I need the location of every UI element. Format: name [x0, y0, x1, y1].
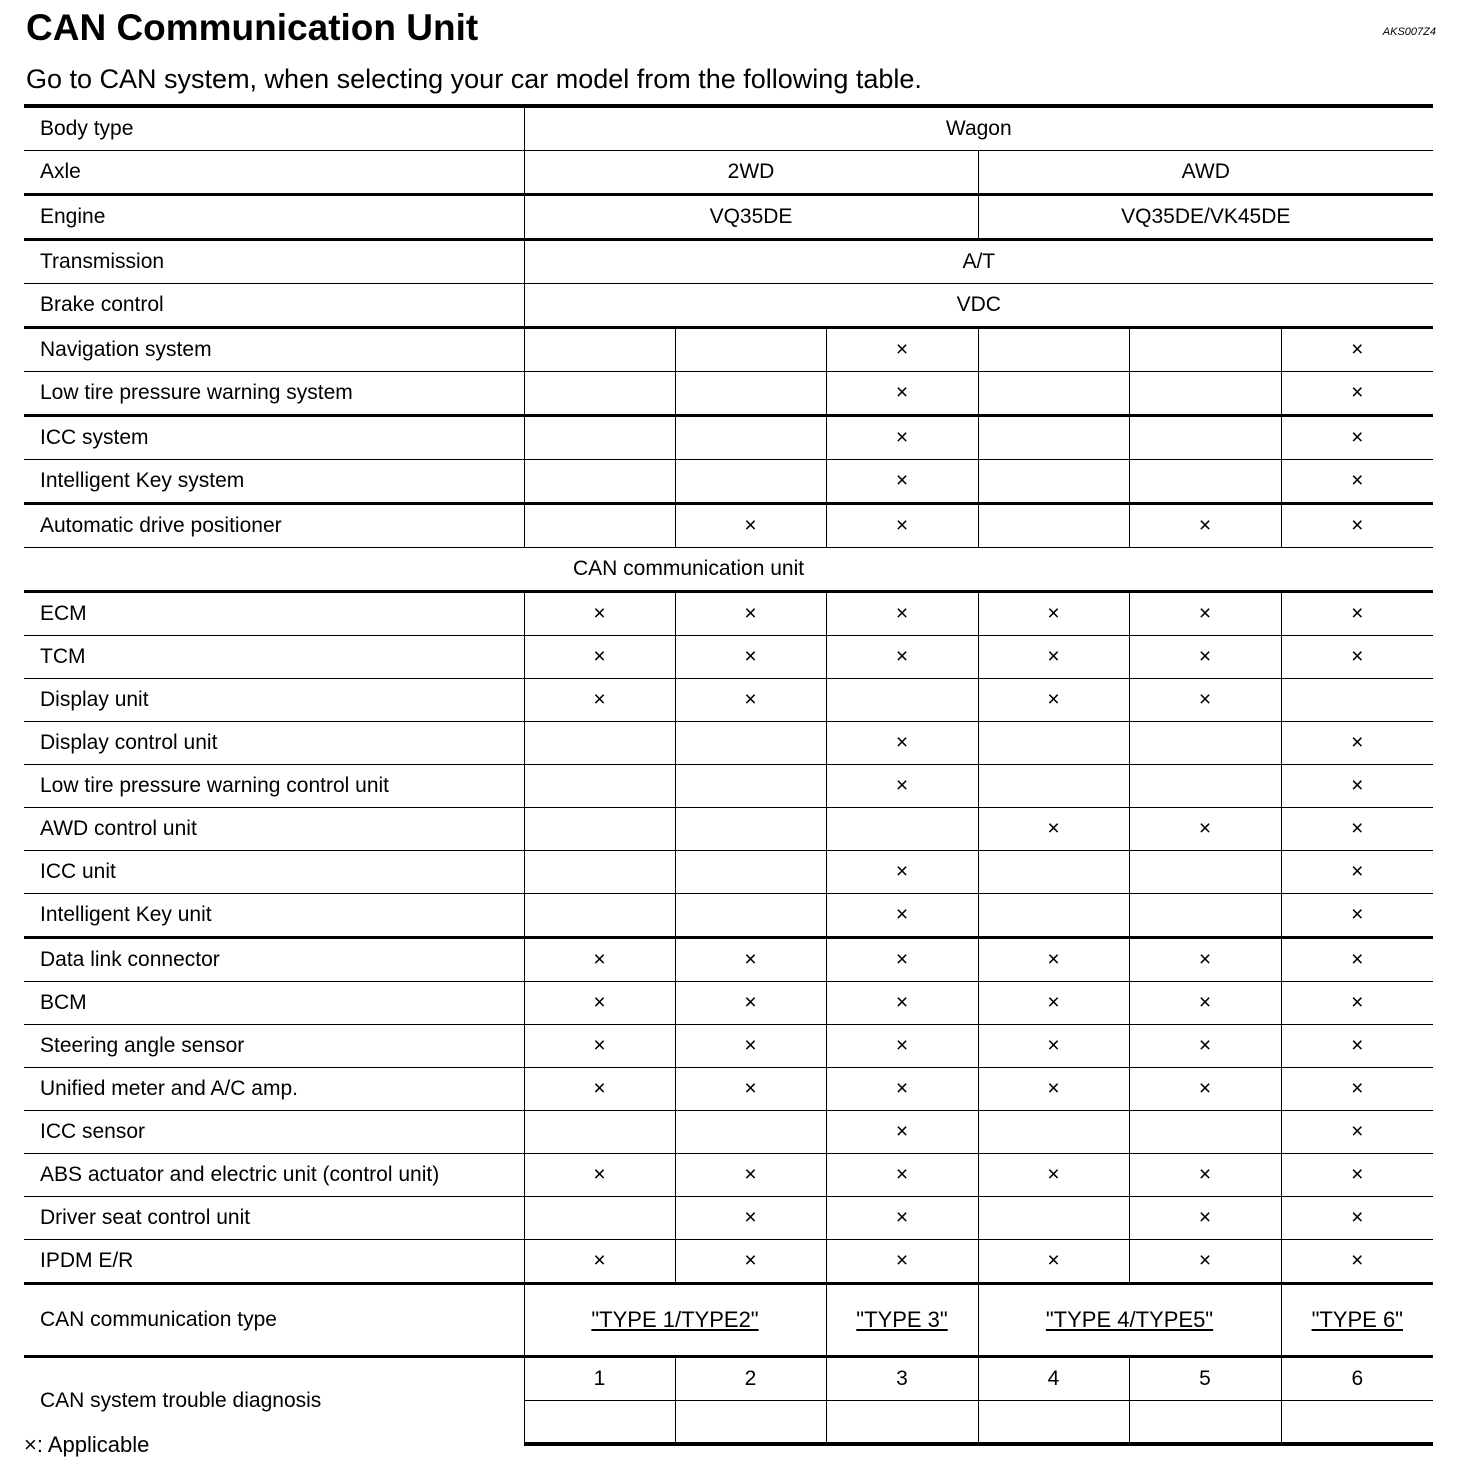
table-row: [24, 851, 1433, 894]
empty-cell: [524, 1111, 675, 1154]
table-row: [24, 765, 1433, 808]
empty-cell: [1129, 460, 1281, 504]
row-label-driver-seat-control-unit: Driver seat control unit: [24, 1197, 524, 1240]
applicable-mark: ×: [1281, 765, 1433, 808]
empty-cell: [1129, 328, 1281, 372]
applicable-mark: ×: [826, 1111, 978, 1154]
applicable-mark: ×: [1281, 894, 1433, 938]
applicable-mark: ×: [1281, 1154, 1433, 1197]
applicable-mark: ×: [524, 1240, 675, 1284]
applicable-mark: ×: [826, 328, 978, 372]
spec-value-cell: 2WD: [524, 151, 978, 195]
spec-value-cell: AWD: [978, 151, 1433, 195]
footnote-legend: ×: Applicable: [24, 1432, 150, 1457]
row-label-data-link-connector: Data link connector: [24, 938, 524, 982]
empty-cell: [1129, 894, 1281, 938]
applicable-mark: ×: [826, 460, 978, 504]
row-label-axle: Axle: [24, 151, 524, 195]
applicable-mark: ×: [978, 1025, 1129, 1068]
applicable-mark: ×: [675, 938, 826, 982]
can-unit-table-container: [24, 104, 1433, 1446]
diagnosis-number[interactable]: 3: [826, 1357, 978, 1401]
empty-cell: [978, 851, 1129, 894]
applicable-mark: ×: [978, 1068, 1129, 1111]
table-row: [24, 504, 1433, 548]
applicable-mark: ×: [1129, 1154, 1281, 1197]
empty-cell: [524, 328, 675, 372]
table-row: [24, 106, 1433, 151]
applicable-mark: ×: [1281, 1025, 1433, 1068]
can-type-link[interactable]: "TYPE 4/TYPE5": [978, 1284, 1281, 1357]
row-label-display-control-unit: Display control unit: [24, 722, 524, 765]
applicable-mark: ×: [978, 679, 1129, 722]
applicable-mark: ×: [524, 592, 675, 636]
row-label-icc-unit: ICC unit: [24, 851, 524, 894]
empty-cell: [1129, 851, 1281, 894]
applicable-mark: ×: [1281, 592, 1433, 636]
applicable-mark: ×: [826, 851, 978, 894]
table-row: [24, 1154, 1433, 1197]
applicable-mark: ×: [978, 982, 1129, 1025]
applicable-mark: ×: [1281, 808, 1433, 851]
applicable-mark: ×: [978, 636, 1129, 679]
table-row: [24, 372, 1433, 416]
row-label-display-unit: Display unit: [24, 679, 524, 722]
row-label-automatic-drive-positioner: Automatic drive positioner: [24, 504, 524, 548]
table-row: [24, 151, 1433, 195]
applicable-mark: ×: [1281, 982, 1433, 1025]
applicable-mark: ×: [826, 1154, 978, 1197]
diagnosis-number[interactable]: 6: [1281, 1357, 1433, 1401]
empty-cell: [978, 460, 1129, 504]
applicable-mark: ×: [1281, 1197, 1433, 1240]
empty-cell: [675, 416, 826, 460]
empty-cell: [675, 460, 826, 504]
applicable-mark: ×: [1281, 851, 1433, 894]
empty-cell: [978, 1111, 1129, 1154]
table-row: [24, 195, 1433, 240]
applicable-mark: ×: [1281, 504, 1433, 548]
applicable-mark: ×: [826, 592, 978, 636]
can-type-link[interactable]: "TYPE 6": [1281, 1284, 1433, 1357]
empty-cell: [978, 765, 1129, 808]
empty-cell: [524, 504, 675, 548]
applicable-mark: ×: [675, 1025, 826, 1068]
table-row: [24, 938, 1433, 982]
applicable-mark: ×: [1281, 328, 1433, 372]
empty-cell: [675, 765, 826, 808]
applicable-mark: ×: [978, 1240, 1129, 1284]
diagnosis-number[interactable]: 4: [978, 1357, 1129, 1401]
row-label-low-tire-pressure-warning-control-unit: Low tire pressure warning control unit: [24, 765, 524, 808]
row-label-intelligent-key-system: Intelligent Key system: [24, 460, 524, 504]
applicable-mark: ×: [675, 504, 826, 548]
applicable-mark: ×: [826, 416, 978, 460]
applicable-mark: ×: [826, 1025, 978, 1068]
can-type-link[interactable]: "TYPE 3": [826, 1284, 978, 1357]
empty-cell: [524, 722, 675, 765]
row-label-low-tire-pressure-warning-system: Low tire pressure warning system: [24, 372, 524, 416]
diagnosis-number[interactable]: 2: [675, 1357, 826, 1401]
applicable-mark: ×: [524, 982, 675, 1025]
empty-cell: [978, 504, 1129, 548]
applicable-mark: ×: [1281, 1240, 1433, 1284]
row-label-intelligent-key-unit: Intelligent Key unit: [24, 894, 524, 938]
applicable-mark: ×: [524, 1025, 675, 1068]
row-label-abs-actuator-and-electric-unit-control-unit: ABS actuator and electric unit (control unit): [24, 1154, 524, 1197]
empty-cell: [1281, 1401, 1433, 1445]
table-row: [24, 1068, 1433, 1111]
diagnosis-row: [24, 1357, 1433, 1401]
applicable-mark: ×: [524, 938, 675, 982]
section-label: CAN communication unit: [24, 548, 1433, 592]
empty-cell: [524, 808, 675, 851]
applicable-mark: ×: [1129, 982, 1281, 1025]
applicable-mark: ×: [1281, 416, 1433, 460]
applicable-mark: ×: [675, 679, 826, 722]
applicable-mark: ×: [978, 1154, 1129, 1197]
page-title: CAN Communication Unit: [26, 7, 479, 48]
can-unit-table: [24, 104, 1433, 1446]
table-row: [24, 592, 1433, 636]
row-label-unified-meter-and-a-c-amp: Unified meter and A/C amp.: [24, 1068, 524, 1111]
applicable-mark: ×: [1129, 808, 1281, 851]
empty-cell: [675, 328, 826, 372]
applicable-mark: ×: [675, 1068, 826, 1111]
applicable-mark: ×: [1129, 1025, 1281, 1068]
applicable-mark: ×: [826, 372, 978, 416]
empty-cell: [978, 372, 1129, 416]
empty-cell: [524, 1197, 675, 1240]
empty-cell: [1129, 1401, 1281, 1445]
table-row: [24, 1025, 1433, 1068]
empty-cell: [524, 1401, 675, 1445]
applicable-mark: ×: [524, 636, 675, 679]
table-row: [24, 679, 1433, 722]
applicable-mark: ×: [826, 1240, 978, 1284]
applicable-mark: ×: [1129, 679, 1281, 722]
empty-cell: [675, 372, 826, 416]
row-label-steering-angle-sensor: Steering angle sensor: [24, 1025, 524, 1068]
empty-cell: [1129, 416, 1281, 460]
row-label-navigation-system: Navigation system: [24, 328, 524, 372]
table-row: [24, 460, 1433, 504]
page-subtitle: Go to CAN system, when selecting your car model from the following table.: [26, 64, 922, 94]
applicable-mark: ×: [675, 636, 826, 679]
row-label-ecm: ECM: [24, 592, 524, 636]
row-label-transmission: Transmission: [24, 240, 524, 284]
row-label-icc-system: ICC system: [24, 416, 524, 460]
applicable-mark: ×: [826, 982, 978, 1025]
applicable-mark: ×: [826, 894, 978, 938]
empty-cell: [978, 722, 1129, 765]
section-header-row: [24, 548, 1433, 592]
empty-cell: [1129, 372, 1281, 416]
row-label-can-communication-type: CAN communication type: [24, 1284, 524, 1357]
empty-cell: [524, 460, 675, 504]
spec-value-cell: A/T: [524, 240, 1433, 284]
applicable-mark: ×: [1129, 636, 1281, 679]
applicable-mark: ×: [675, 982, 826, 1025]
applicable-mark: ×: [826, 504, 978, 548]
table-row: [24, 284, 1433, 328]
diagnosis-number[interactable]: 5: [1129, 1357, 1281, 1401]
applicable-mark: ×: [675, 1197, 826, 1240]
table-row: [24, 1111, 1433, 1154]
empty-cell: [826, 679, 978, 722]
empty-cell: [978, 416, 1129, 460]
table-row: [24, 240, 1433, 284]
applicable-mark: ×: [675, 1154, 826, 1197]
table-row: [24, 894, 1433, 938]
empty-cell: [524, 851, 675, 894]
row-label-icc-sensor: ICC sensor: [24, 1111, 524, 1154]
applicable-mark: ×: [978, 938, 1129, 982]
table-row: [24, 722, 1433, 765]
can-type-link[interactable]: "TYPE 1/TYPE2": [524, 1284, 826, 1357]
spec-value-cell: Wagon: [524, 106, 1433, 151]
empty-cell: [524, 372, 675, 416]
row-label-tcm: TCM: [24, 636, 524, 679]
applicable-mark: ×: [826, 1197, 978, 1240]
applicable-mark: ×: [1281, 372, 1433, 416]
empty-cell: [978, 1401, 1129, 1445]
applicable-mark: ×: [1129, 504, 1281, 548]
empty-cell: [675, 808, 826, 851]
applicable-mark: ×: [978, 808, 1129, 851]
applicable-mark: ×: [978, 592, 1129, 636]
row-label-body-type: Body type: [24, 106, 524, 151]
applicable-mark: ×: [524, 1154, 675, 1197]
applicable-mark: ×: [1281, 722, 1433, 765]
row-label-can-system-trouble-diagnosis: CAN system trouble diagnosis: [24, 1357, 524, 1445]
table-row: [24, 416, 1433, 460]
spec-value-cell: VQ35DE: [524, 195, 978, 240]
applicable-mark: ×: [1129, 592, 1281, 636]
document-code: AKS007Z4: [1382, 26, 1436, 38]
empty-cell: [826, 808, 978, 851]
applicable-mark: ×: [1281, 1068, 1433, 1111]
applicable-mark: ×: [1129, 1197, 1281, 1240]
empty-cell: [524, 416, 675, 460]
applicable-mark: ×: [1129, 1068, 1281, 1111]
applicable-mark: ×: [826, 765, 978, 808]
empty-cell: [524, 894, 675, 938]
empty-cell: [524, 765, 675, 808]
empty-cell: [826, 1401, 978, 1445]
empty-cell: [978, 1197, 1129, 1240]
table-row: [24, 636, 1433, 679]
applicable-mark: ×: [675, 1240, 826, 1284]
applicable-mark: ×: [1129, 1240, 1281, 1284]
applicable-mark: ×: [1129, 938, 1281, 982]
empty-cell: [978, 328, 1129, 372]
applicable-mark: ×: [524, 1068, 675, 1111]
applicable-mark: ×: [1281, 636, 1433, 679]
empty-cell: [1129, 1111, 1281, 1154]
row-label-brake-control: Brake control: [24, 284, 524, 328]
empty-cell: [675, 851, 826, 894]
applicable-mark: ×: [826, 722, 978, 765]
spec-value-cell: VQ35DE/VK45DE: [978, 195, 1433, 240]
applicable-mark: ×: [1281, 460, 1433, 504]
empty-cell: [675, 1111, 826, 1154]
empty-cell: [675, 1401, 826, 1445]
empty-cell: [675, 894, 826, 938]
row-label-awd-control-unit: AWD control unit: [24, 808, 524, 851]
applicable-mark: ×: [1281, 938, 1433, 982]
applicable-mark: ×: [1281, 1111, 1433, 1154]
row-label-ipdm-e-r: IPDM E/R: [24, 1240, 524, 1284]
table-row: [24, 808, 1433, 851]
applicable-mark: ×: [826, 938, 978, 982]
applicable-mark: ×: [524, 679, 675, 722]
empty-cell: [978, 894, 1129, 938]
row-label-bcm: BCM: [24, 982, 524, 1025]
applicable-mark: ×: [675, 592, 826, 636]
row-label-engine: Engine: [24, 195, 524, 240]
applicable-mark: ×: [826, 1068, 978, 1111]
empty-cell: [1129, 722, 1281, 765]
spec-value-cell: VDC: [524, 284, 1433, 328]
table-row: [24, 328, 1433, 372]
diagnosis-number[interactable]: 1: [524, 1357, 675, 1401]
applicable-mark: ×: [826, 636, 978, 679]
empty-cell: [1129, 765, 1281, 808]
empty-cell: [1281, 679, 1433, 722]
can-type-row: [24, 1284, 1433, 1357]
empty-cell: [675, 722, 826, 765]
table-row: [24, 1240, 1433, 1284]
table-row: [24, 982, 1433, 1025]
table-row: [24, 1197, 1433, 1240]
